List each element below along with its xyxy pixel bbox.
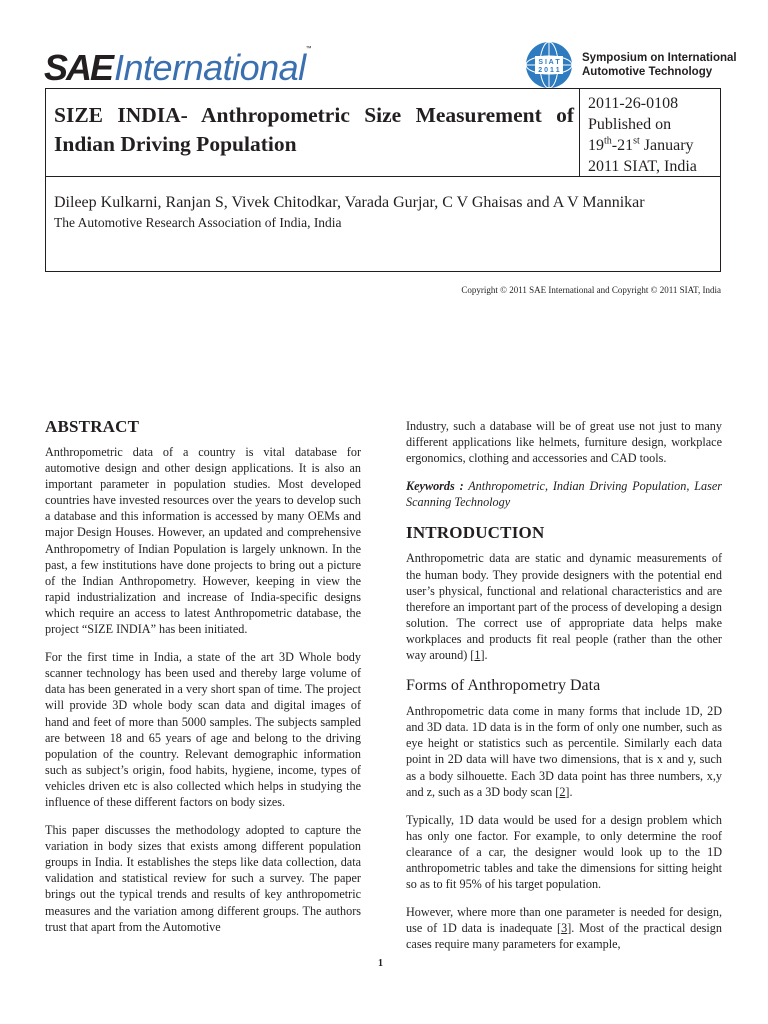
page-number: 1 <box>378 958 383 969</box>
abstract-paragraph: This paper discusses the methodology adopted to capture the variation in body sizes that exists among different population groups in India. It establishes the steps like data collection, data validation and statistical review for such a survey. The paper brings out the typical trends and results of key anthropometric measures and the variation among different groups. The authors trust that apart from the Automotive <box>45 823 361 934</box>
siat-logo <box>524 40 737 90</box>
authors: Dileep Kulkarni, Ranjan S, Vivek Chitodkar, Varada Gurjar, C V Ghaisas and A V Mannikar <box>54 194 645 211</box>
siat-logo-line1: Symposium on International <box>582 52 737 64</box>
forms-heading: Forms of Anthropometry Data <box>406 677 601 695</box>
title-box-vertical-divider <box>579 89 580 176</box>
siat-logo-line2: Automotive Technology <box>582 66 713 78</box>
sae-logo-word: International <box>114 47 306 88</box>
keywords-list: Anthropometric, Indian Driving Population, Laser Scanning Technology <box>406 479 723 510</box>
sae-logo-mark: SAE <box>44 47 113 88</box>
citation-link[interactable]: 1 <box>474 648 481 663</box>
sae-logo-tm: ™ <box>305 46 312 52</box>
publication-event: 2011 SIAT, India <box>588 158 697 175</box>
citation-link[interactable]: 3 <box>561 921 568 936</box>
forms-paragraph: Typically, 1D data would be used for a design problem which has only one factor. For example, to only determine the roof clearance of a car, the designer would look up to the 1D anthropometric tables and take the dimensions for sitting height so as to fit 95% of his target population. <box>406 812 722 892</box>
forms-paragraph: However, where more than one parameter is needed for design, use of 1D data is inadequate [3]. Most of the practical design cases require many parameters for example, <box>406 905 722 952</box>
abstract-paragraph: Anthropometric data of a country is vital database for automotive design and other design applications. It is also an important parameter in population studies. Most developed countries have invested resources over the years to develop such a database and this information is accessed by many OEMs and major Design Houses. However, an updated and comprehensive Anthropometry of Indian Population is largely unknown. In the past, a few institutions have done projects to bring out a picture of the Indian Anthropometry. However, keeping in view the rapid industrialization and increase of India-specific designs which require an access to latest Anthropometric database, the project “SIZE INDIA” has been initiated. <box>45 445 361 637</box>
published-label: Published on <box>588 116 672 133</box>
introduction-paragraph: Anthropometric data are static and dynamic measurements of the human body. They provide designers with the potential end user’s physical, functional and relational characteristics and are therefore an important part of the process of developing a design solution. The correct use of appropriate data helps make workplaces and products fit real people (rather than the other way around) [1]. <box>406 551 722 663</box>
paper-number: 2011-26-0108 <box>588 95 679 112</box>
abstract-continued-paragraph: Industry, such a database will be of great use not just to many different applications like helmets, furniture design, workplace ergonomics, clothing and accessories and CAD tools. <box>406 419 722 466</box>
affiliation: The Automotive Research Association of India, India <box>54 215 342 230</box>
citation-link[interactable]: 2 <box>559 784 566 799</box>
title-box <box>45 88 721 272</box>
forms-paragraph: Anthropometric data come in many forms that include 1D, 2D and 3D data. 1D data is in the form of only one number, such as eye height or statistics such as percentile. Similarly each data point in 2D data will have two dimensions, that is x and y, such as a body silhouette. Each 3D data point has three numbers, x,y and z, such as a 3D body scan [2]. <box>406 704 722 799</box>
keywords-label: Keywords : <box>406 479 464 494</box>
siat-globe-icon <box>524 40 574 90</box>
right-column <box>406 418 722 964</box>
siat-logo-text <box>582 51 737 79</box>
svg-text:2 0 1 1: 2 0 1 1 <box>538 67 560 74</box>
abstract-paragraph: For the first time in India, a state of the art 3D Whole body scanner technology has been used and thereby large volume of data has been generated in a very short span of time. The project will provide 3D whole body scan data and digital images of hand and feet of more than 5000 samples. The subjects sampled are between 18 and 65 years of age and belong to the driving population of the country. Relevant demographic information such as subject’s origin, food habits, hygiene, income, types of vehicles driven etc is also collected which helps in studying the influence of these different factors on body sizes. <box>45 650 361 809</box>
paper-title: SIZE INDIA- Anthropometric Size Measurement of Indian Driving Population <box>54 103 574 156</box>
paper-meta <box>588 93 720 177</box>
svg-text:S I A T: S I A T <box>538 59 560 66</box>
keywords <box>406 478 722 510</box>
introduction-heading: INTRODUCTION <box>406 523 545 543</box>
copyright-notice: Copyright © 2011 SAE International and Copyright © 2011 SIAT, India <box>461 285 721 295</box>
publication-date: 19th-21st January <box>588 135 694 154</box>
abstract-heading: ABSTRACT <box>45 417 140 436</box>
sae-international-logo <box>44 44 312 88</box>
left-column <box>45 416 361 947</box>
